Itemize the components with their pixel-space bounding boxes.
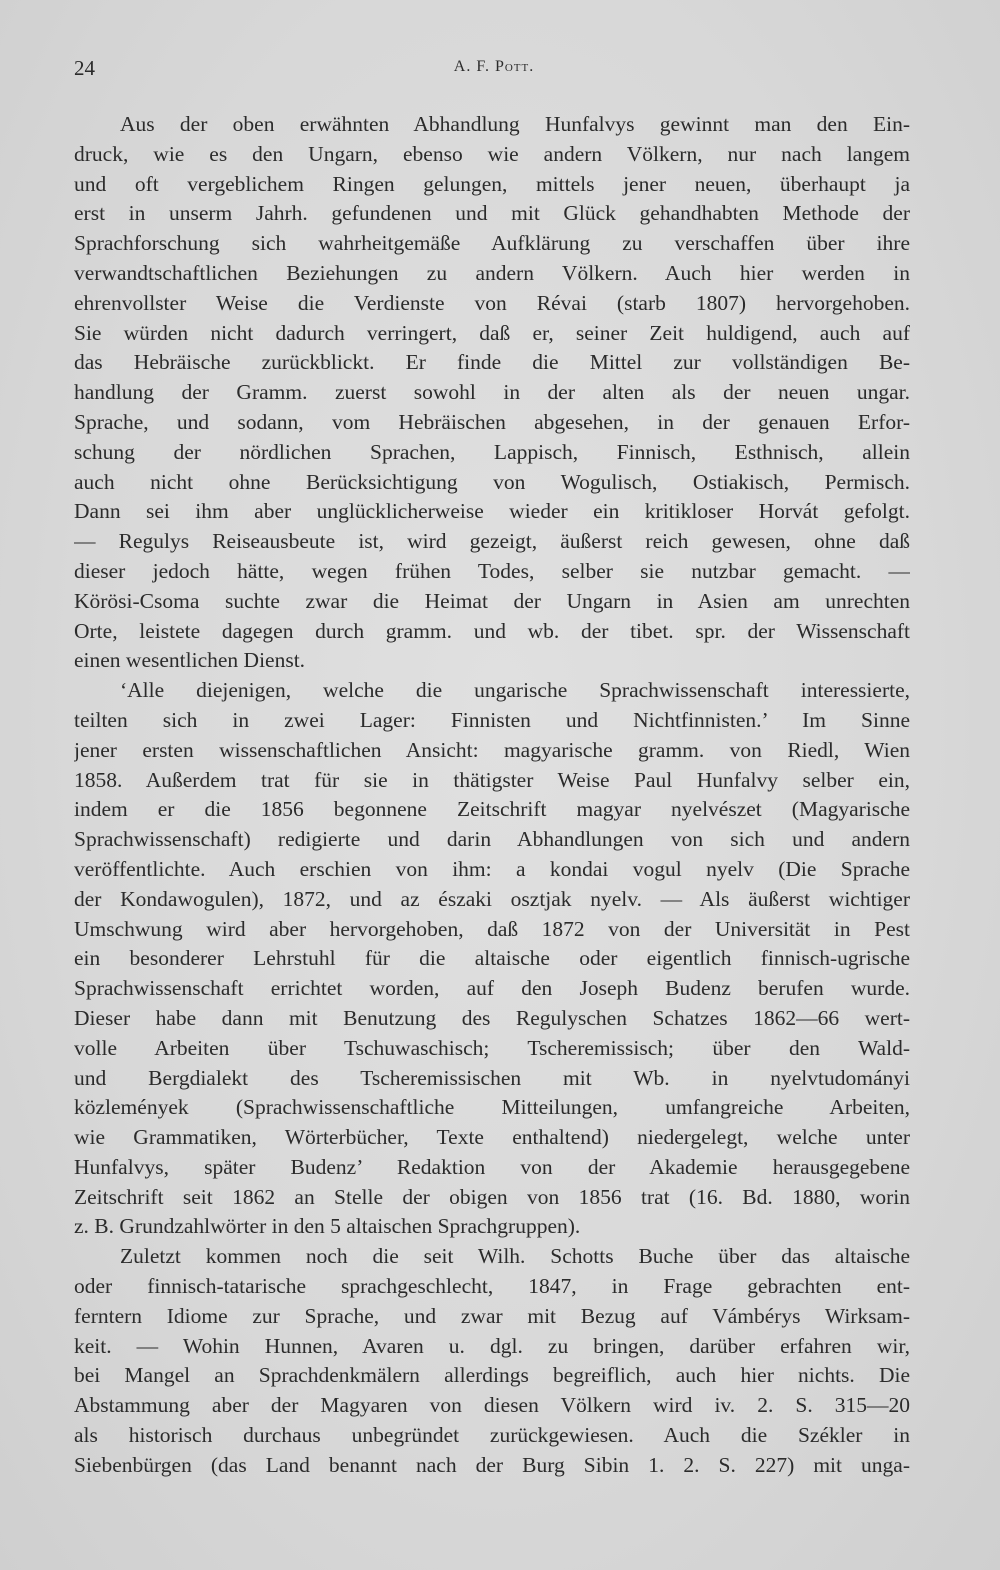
text-line: Sie würden nicht dadurch verringert, daß er, seiner Zeit huldigend, auch auf <box>74 320 910 345</box>
text-line: Dann sei ihm aber unglücklicherweise wieder ein kritikloser Horvát gefolgt. <box>74 499 910 524</box>
text-line: keit. — Wohin Hunnen, Avaren u. dgl. zu bringen, darüber erfahren wir, <box>74 1333 910 1358</box>
text-line: schung der nördlichen Sprachen, Lappisch, Finnisch, Esthnisch, allein <box>74 439 910 464</box>
text-line: Körösi-Csoma suchte zwar die Heimat der Ungarn in Asien am unrechten <box>74 588 910 613</box>
text-line: wie Grammatiken, Wörterbücher, Texte enthaltend) niedergelegt, welche unter <box>74 1125 910 1150</box>
text-line: druck, wie es den Ungarn, ebenso wie andern Völkern, nur nach langem <box>74 141 910 166</box>
text-line: bei Mangel an Sprachdenkmälern allerdings begreiflich, auch hier nichts. Die <box>74 1363 910 1388</box>
text-line: Dieser habe dann mit Benutzung des Regulyschen Schatzes 1862—66 wert- <box>74 1005 910 1030</box>
text-line: als historisch durchaus unbegründet zurückgewiesen. Auch die Székler in <box>74 1423 910 1448</box>
text-line: handlung der Gramm. zuerst sowohl in der alten als der neuen ungar. <box>74 380 910 405</box>
text-line: volle Arbeiten über Tschuwaschisch; Tscheremissisch; über den Wald- <box>74 1035 910 1060</box>
text-line: ehrenvollster Weise die Verdienste von Révai (starb 1807) hervorgehoben. <box>74 290 910 315</box>
page-header <box>74 56 914 84</box>
text-line: verwandtschaftlichen Beziehungen zu andern Völkern. Auch hier werden in <box>74 260 910 285</box>
text-line: und Bergdialekt des Tscheremissischen mit Wb. in nyelvtudományi <box>74 1065 910 1090</box>
text-line: z. B. Grundzahlwörter in den 5 altaischen Sprachgruppen). <box>74 1214 581 1239</box>
text-line: dieser jedoch hätte, wegen frühen Todes, selber sie nutzbar gemacht. — <box>74 558 910 583</box>
text-line: erst in unserm Jahrh. gefundenen und mit Glück gehandhabten Methode der <box>74 201 910 226</box>
text-line: ein besonderer Lehrstuhl für die altaische oder eigentlich finnisch-ugrische <box>74 946 910 971</box>
text-line: ‘Alle diejenigen, welche die ungarische Sprachwissenschaft interessierte, <box>120 678 910 703</box>
text-line: Zuletzt kommen noch die seit Wilh. Schotts Buche über das altaische <box>120 1244 910 1269</box>
text-line: der Kondawogulen), 1872, und az északi osztjak nyelv. — Als äußerst wichtiger <box>74 886 910 911</box>
text-line: ferntern Idiome zur Sprache, und zwar mit Bezug auf Vámbérys Wirksam- <box>74 1303 910 1328</box>
text-line: Siebenbürgen (das Land benannt nach der Burg Sibin 1. 2. S. 227) mit unga- <box>74 1452 910 1477</box>
text-line: Sprachwissenschaft errichtet worden, auf den Joseph Budenz berufen wurde. <box>74 976 910 1001</box>
text-line: Sprachforschung sich wahrheitgemäße Aufklärung zu verschaffen über ihre <box>74 231 910 256</box>
text-line: Sprachwissenschaft) redigierte und darin Abhandlungen von sich und andern <box>74 827 910 852</box>
text-line: közlemények (Sprachwissenschaftliche Mitteilungen, umfangreiche Arbeiten, <box>74 1095 910 1120</box>
text-line: jener ersten wissenschaftlichen Ansicht: magyarische gramm. von Riedl, Wien <box>74 737 910 762</box>
text-line: teilten sich in zwei Lager: Finnisten und Nichtfinnisten.’ Im Sinne <box>74 707 910 732</box>
text-line: Zeitschrift seit 1862 an Stelle der obigen von 1856 trat (16. Bd. 1880, worin <box>74 1184 910 1209</box>
text-line: Aus der oben erwähnten Abhandlung Hunfalvys gewinnt man den Ein- <box>120 112 910 136</box>
page-number: 24 <box>74 56 95 80</box>
text-line: — Regulys Reiseausbeute ist, wird gezeigt, äußerst reich gewesen, ohne daß <box>74 529 910 554</box>
text-line: Abstammung aber der Magyaren von diesen Völkern wird iv. 2. S. 315—20 <box>74 1393 910 1418</box>
text-line: indem er die 1856 begonnene Zeitschrift magyar nyelvészet (Magyarische <box>74 797 910 822</box>
text-line: 1858. Außerdem trat für sie in thätigster Weise Paul Hunfalvy selber ein, <box>74 767 910 792</box>
text-line: oder finnisch-tatarische sprachgeschlecht, 1847, in Frage gebrachten ent- <box>74 1274 910 1299</box>
running-head: A. F. Pott. <box>453 58 535 75</box>
text-line: das Hebräische zurückblickt. Er finde die Mittel zur vollständigen Be- <box>74 350 910 375</box>
text-line: Umschwung wird aber hervorgehoben, daß 1872 von der Universität in Pest <box>74 916 910 941</box>
text-line: und oft vergeblichem Ringen gelungen, mittels jener neuen, überhaupt ja <box>74 171 910 196</box>
text-line: Sprache, und sodann, vom Hebräischen abgesehen, in der genauen Erfor- <box>74 409 910 434</box>
text-line: Hunfalvys, später Budenz’ Redaktion von der Akademie herausgegebene <box>74 1154 910 1179</box>
body-text <box>74 110 910 1481</box>
text-line: Orte, leistete dagegen durch gramm. und wb. der tibet. spr. der Wissenschaft <box>74 618 910 643</box>
text-line: auch nicht ohne Berücksichtigung von Wogulisch, Ostiakisch, Permisch. <box>74 469 910 494</box>
text-line: einen wesentlichen Dienst. <box>74 648 306 673</box>
text-line: veröffentlichte. Auch erschien von ihm: a kondai vogul nyelv (Die Sprache <box>74 856 910 881</box>
